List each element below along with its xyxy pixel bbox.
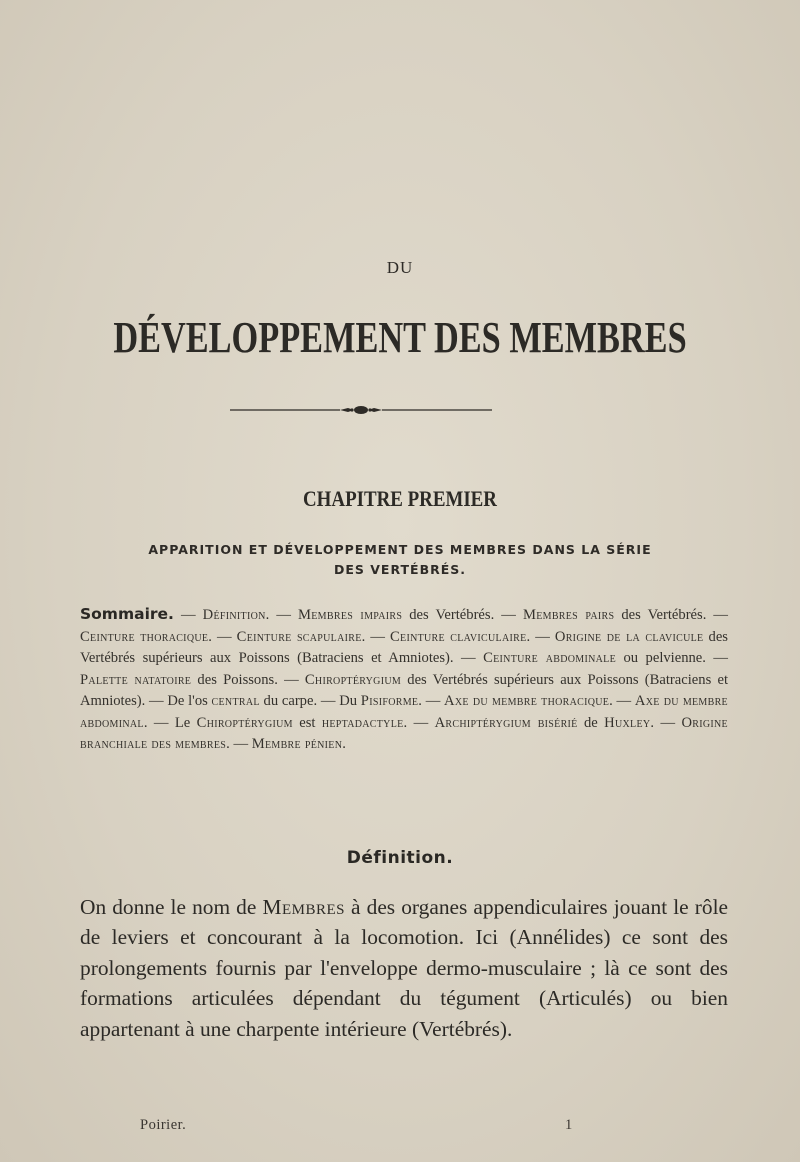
summary-label: Sommaire. <box>80 605 174 623</box>
chapter-subtitle <box>0 540 800 580</box>
summary-text: . — <box>361 628 391 645</box>
summary-text: . — Le <box>143 714 197 731</box>
summary-text: des Vertébrés. — <box>614 607 729 623</box>
definition-text-start: On donne le nom de <box>80 895 263 919</box>
summary-text: est <box>292 714 322 731</box>
summary-text: . — <box>609 693 635 709</box>
summary-topic: central <box>211 693 260 709</box>
title-prefix: DU <box>386 258 414 277</box>
summary-text: — <box>181 607 203 623</box>
chapter-title: CHAPITRE PREMIER <box>303 486 497 511</box>
summary-text: des Vertébrés supérieurs aux Poissons (Batraciens et Amniotes). — <box>80 628 728 666</box>
summary-topic: Axe du membre abdominal <box>80 693 728 731</box>
summary-text: de <box>577 714 605 731</box>
summary-text: du carpe. — Du <box>259 693 361 709</box>
summary-text: . — <box>265 607 298 623</box>
chapter-subtitle-line-1: APPARITION ET DÉVELOPPEMENT DES MEMBRES DANS LA SÉRIE <box>148 542 652 557</box>
summary-text: des Vertébrés. — <box>402 607 523 623</box>
summary-text: . — <box>526 628 555 645</box>
summary-topic: Membre pénien <box>251 736 343 752</box>
definition-paragraph <box>80 892 728 1044</box>
summary-text: ou pelvienne. — <box>616 650 728 666</box>
summary-topic: Membres pairs <box>522 607 615 623</box>
summary-topic: Membres impairs <box>298 607 403 623</box>
summary-topic: Archiptérygium bisérié <box>434 714 578 731</box>
summary-topic: Axe du membre thoracique <box>444 693 610 709</box>
summary-topic: Ceinture thoracique <box>80 628 209 645</box>
chapter-subtitle-line-2: DES VERTÉBRÉS. <box>333 562 467 577</box>
page-number: 1 <box>565 1117 573 1133</box>
summary-topic: Chiroptérygium <box>196 714 293 731</box>
summary-topic: Palette natatoire <box>80 671 192 688</box>
summary-paragraph <box>80 604 728 756</box>
summary-text: . — <box>208 628 237 645</box>
definition-text-end: à des organes appendiculaires jouant le rôle de leviers et concourant à la locomotion. Ici (Annélides) ce sont des prolongements fournis par l'enveloppe dermo-musculaire ; là ce sont des formations articulées dépendant du tégument (Articulés) ou bien appartenant à une charpente intérieure (Vertébrés). <box>80 895 729 1041</box>
summary-topic: Ceinture claviculaire <box>390 628 527 645</box>
summary-text: . — <box>403 714 435 731</box>
ornament-divider <box>230 403 492 417</box>
summary-topic: heptadactyle <box>321 714 404 731</box>
summary-topic: Huxley <box>604 714 651 731</box>
summary-text: . — <box>650 714 682 731</box>
summary-text: . — <box>226 736 252 752</box>
section-heading-definition: Définition. <box>346 848 454 868</box>
summary-topic: Origine branchiale des membres <box>80 714 728 752</box>
summary-text: des Vertébrés supérieurs aux Poissons (Batraciens et Amniotes). — De l'os <box>80 671 728 709</box>
page-title: DÉVELOPPEMENT DES MEMBRES <box>113 313 687 362</box>
summary-topic: Ceinture scapulaire <box>236 628 362 645</box>
summary-topic: Pisiforme <box>360 693 419 709</box>
summary-topic: Ceinture abdominale <box>483 650 616 666</box>
footer-signature: Poirier. <box>140 1117 187 1133</box>
summary-topic: Définition <box>202 607 266 623</box>
summary-text: . <box>342 736 346 752</box>
definition-term: Membres <box>262 895 345 919</box>
summary-topic: Chiroptérygium <box>304 671 402 688</box>
summary-topic: Origine de la clavicule <box>554 628 704 645</box>
summary-text: des Poissons. — <box>191 671 305 688</box>
summary-text: . — <box>418 693 445 709</box>
